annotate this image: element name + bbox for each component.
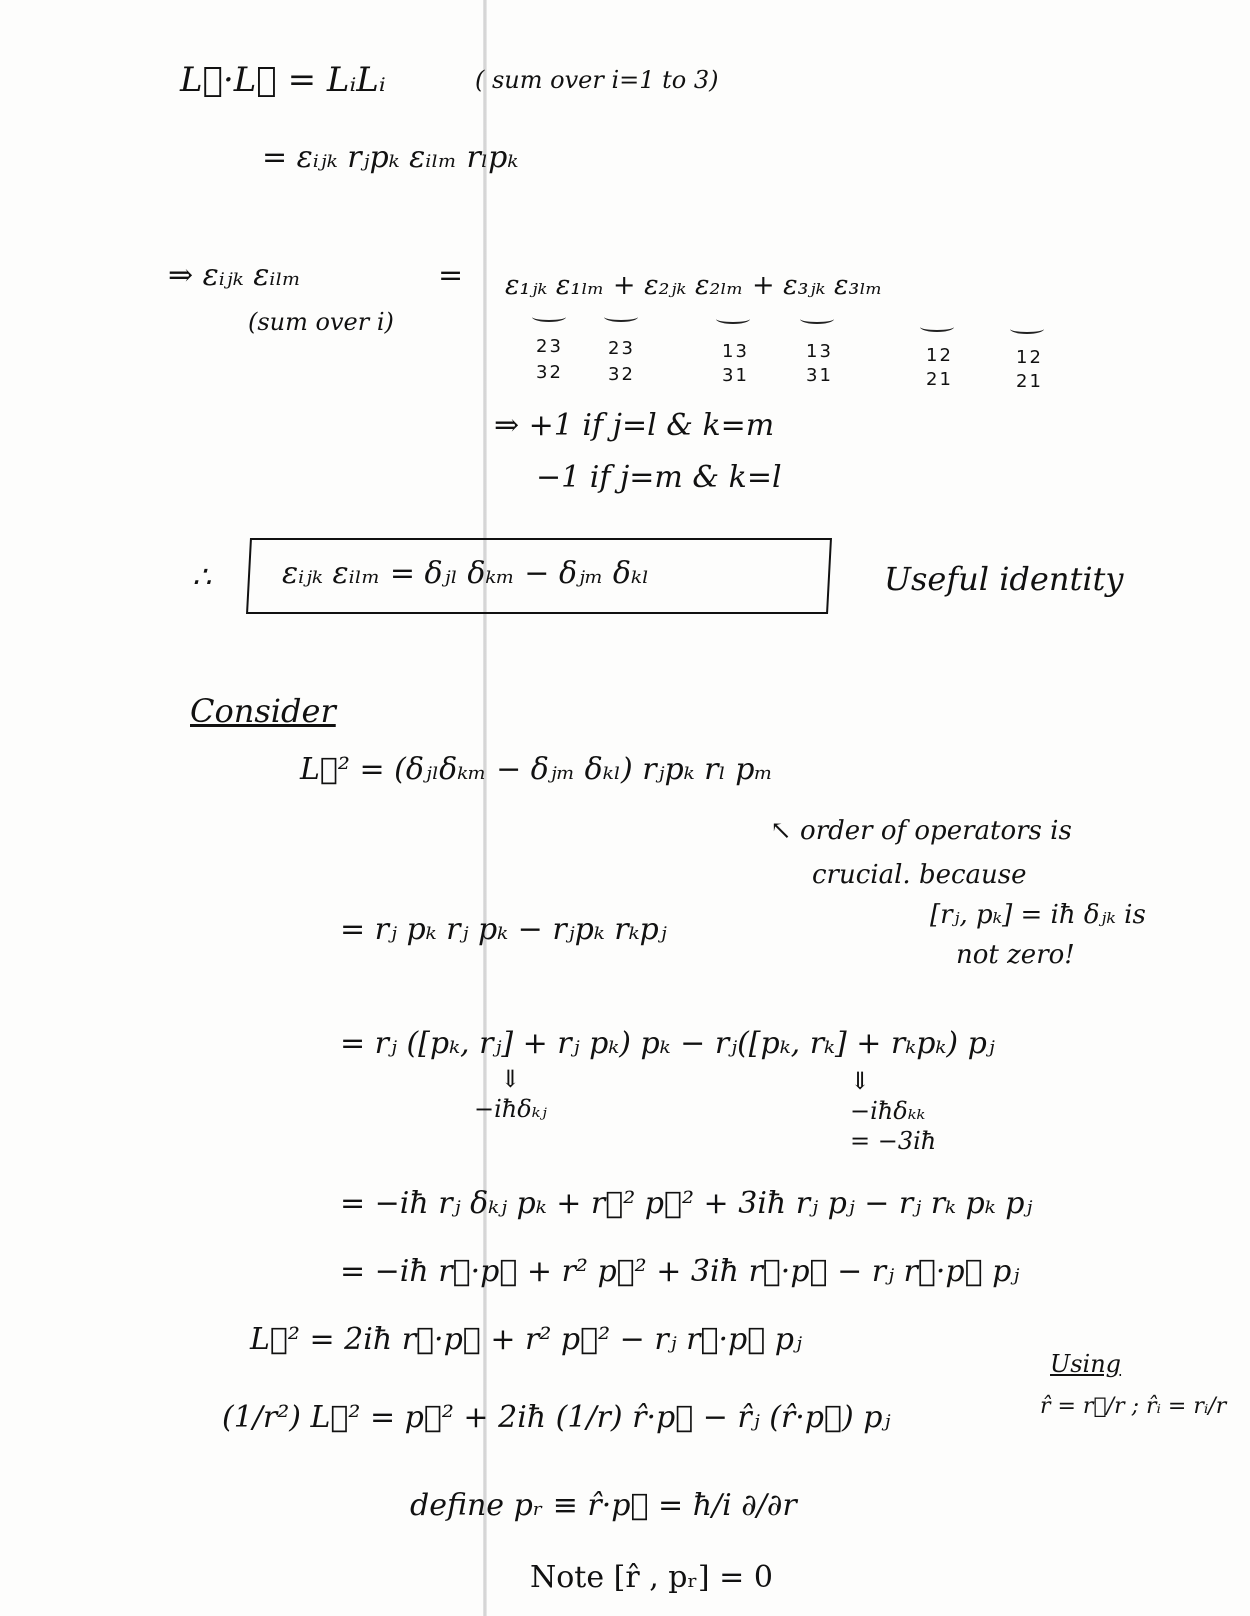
eq-line-2: = εᵢⱼₖ rⱼpₖ εᵢₗₘ rₗpₖ xyxy=(262,140,519,175)
page-fold xyxy=(483,0,487,1616)
eq-line-13: Note [r̂ , pᵣ] = 0 xyxy=(530,1560,773,1595)
eq-line-4b: −1 if j=m & k=l xyxy=(536,460,782,495)
index-pair-6: 12 21 xyxy=(1016,347,1043,392)
index-pair-5: 12 21 xyxy=(926,345,953,390)
index-pair-2: 23 32 xyxy=(608,338,635,385)
brace-4 xyxy=(800,314,834,324)
note-commutator-2: not zero! xyxy=(956,940,1075,970)
eq-line-1-note: ( sum over i=1 to 3) xyxy=(475,66,719,94)
note-order-2: crucial. because xyxy=(812,860,1027,890)
eq-line-7-annot-1: ⇓ −iħδₖⱼ xyxy=(474,1065,547,1123)
brace-2 xyxy=(604,312,638,322)
index-pair-1: 23 32 xyxy=(536,336,563,383)
eq-line-6: = rⱼ pₖ rⱼ pₖ − rⱼpₖ rₖpⱼ xyxy=(340,912,667,947)
eq-line-10: L⃗² = 2iħ r⃗·p⃗ + r² p⃗² − rⱼ r⃗·p⃗ pⱼ xyxy=(250,1322,802,1357)
useful-identity-note: Useful identity xyxy=(884,560,1124,598)
eq-line-7-annot-2: ⇓ −iħδₖₖ = −3iħ xyxy=(850,1067,937,1155)
brace-5 xyxy=(920,322,954,332)
eq-line-3-eq: = xyxy=(438,258,464,293)
eq-line-7: = rⱼ ([pₖ, rⱼ] + rⱼ pₖ) pₖ − rⱼ([pₖ, rₖ] + rₖpₖ) pⱼ xyxy=(340,1026,995,1061)
eq-line-3-right: ε₁ⱼₖ ε₁ₗₘ + ε₂ⱼₖ ε₂ₗₘ + ε₃ⱼₖ ε₃ₗₘ xyxy=(505,270,883,301)
using-title: Using xyxy=(1050,1350,1122,1378)
brace-3 xyxy=(716,314,750,324)
consider-heading: Consider xyxy=(190,692,336,730)
eq-line-3-left: ⇒ εᵢⱼₖ εᵢₗₘ xyxy=(168,258,302,293)
eq-line-9: = −iħ r⃗·p⃗ + r² p⃗² + 3iħ r⃗·p⃗ − rⱼ r⃗·p⃗ pⱼ xyxy=(340,1254,1020,1289)
eq-line-11: (1/r²) L⃗² = p⃗² + 2iħ (1/r) r̂·p⃗ − r̂ⱼ (r̂·p⃗) pⱼ xyxy=(222,1400,891,1435)
eq-line-4a: ⇒ +1 if j=l & k=m xyxy=(494,408,775,443)
therefore-symbol: ∴ xyxy=(192,560,212,595)
identity-equation: εᵢⱼₖ εᵢₗₘ = δⱼₗ δₖₘ − δⱼₘ δₖₗ xyxy=(282,556,650,591)
eq-line-5: L⃗² = (δⱼₗδₖₘ − δⱼₘ δₖₗ) rⱼpₖ rₗ pₘ xyxy=(300,752,773,787)
eq-line-1: L⃗·L⃗ = LᵢLᵢ xyxy=(180,60,386,100)
using-body: r̂ = r⃗/r ; r̂ᵢ = rᵢ/r xyxy=(1040,1394,1227,1419)
eq-line-12: define pᵣ ≡ r̂·p⃗ = ħ/i ∂/∂r xyxy=(410,1488,797,1523)
eq-line-8: = −iħ rⱼ δₖⱼ pₖ + r⃗² p⃗² + 3iħ rⱼ pⱼ − rⱼ rₖ pₖ pⱼ xyxy=(340,1186,1033,1221)
brace-6 xyxy=(1010,324,1044,334)
index-pair-3: 13 31 xyxy=(722,341,749,386)
brace-1 xyxy=(532,312,566,322)
note-order-1: ↖ order of operators is xyxy=(770,816,1072,846)
index-pair-4: 13 31 xyxy=(806,341,833,386)
note-commutator-1: [rⱼ, pₖ] = iħ δⱼₖ is xyxy=(930,900,1146,930)
eq-line-3-sub: (sum over i) xyxy=(248,308,394,336)
